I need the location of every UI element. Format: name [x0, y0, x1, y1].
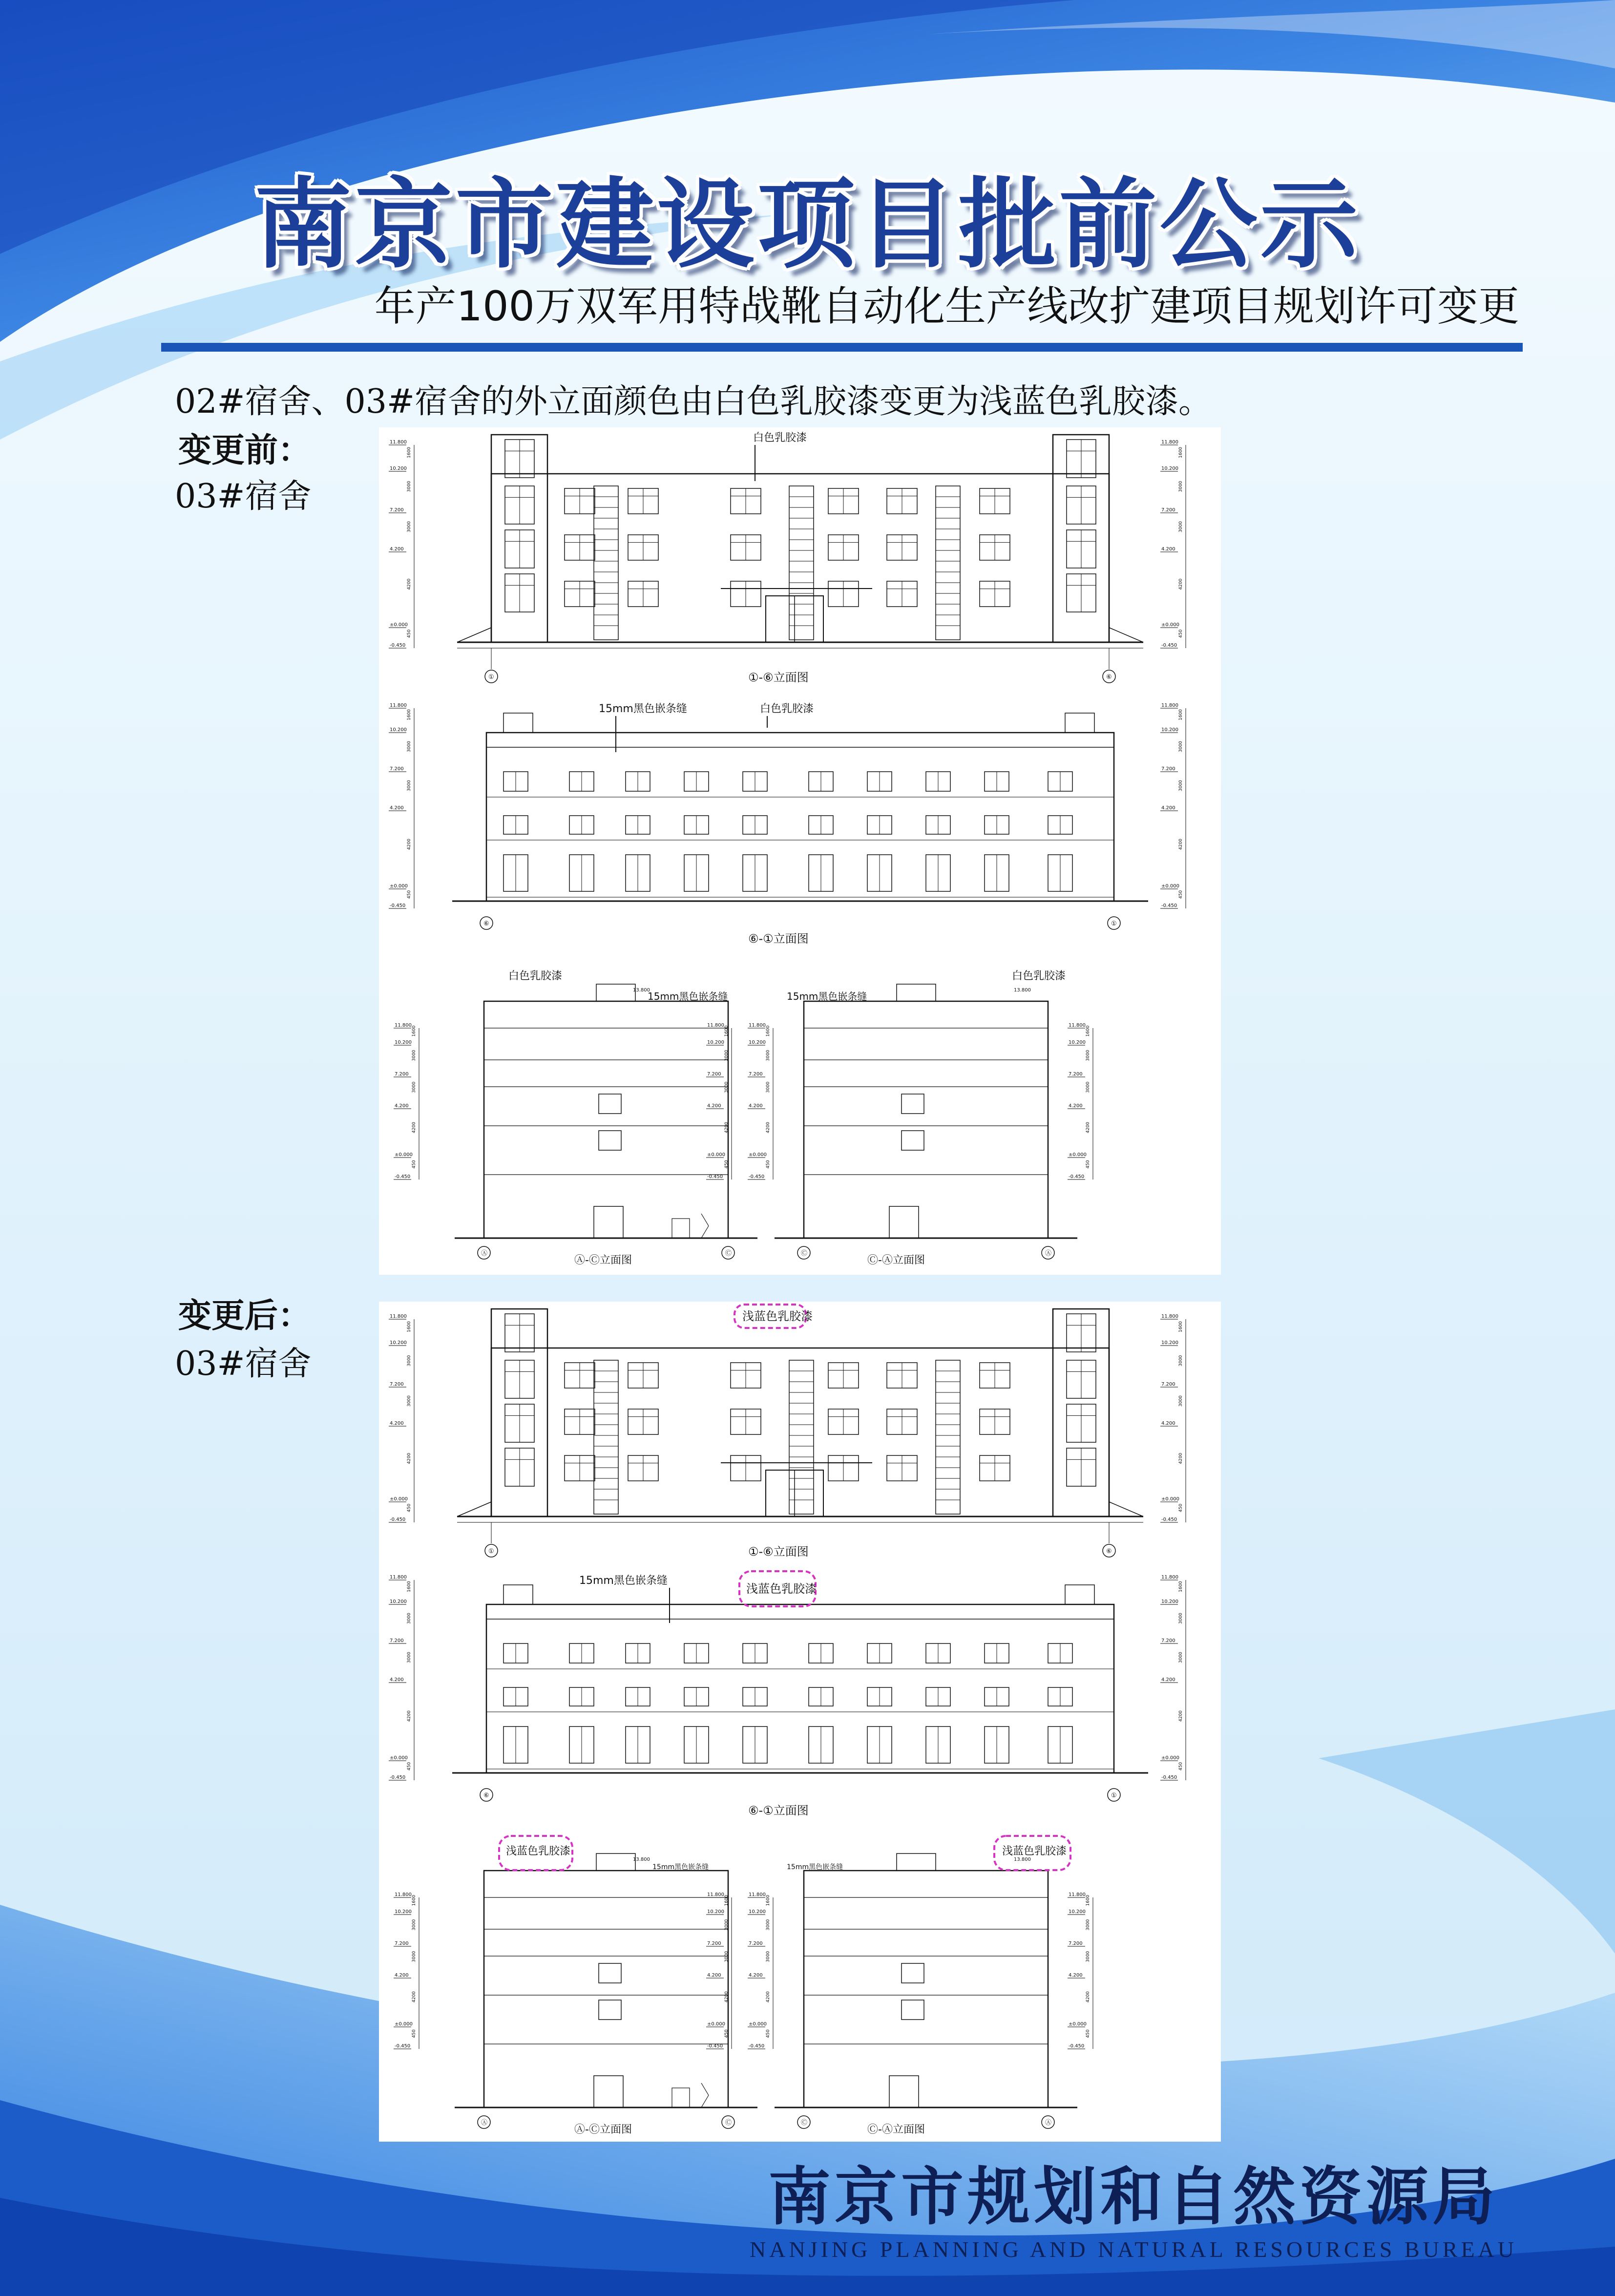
svg-text:3000: 3000: [407, 1355, 412, 1367]
svg-text:1600: 1600: [724, 1895, 729, 1906]
svg-text:11.800: 11.800: [749, 1023, 766, 1028]
svg-text:4.200: 4.200: [749, 1973, 763, 1978]
back-title: ⑥-①立面图: [748, 932, 809, 946]
svg-text:±0.000: ±0.000: [1069, 2022, 1087, 2027]
svg-text:±0.000: ±0.000: [707, 1152, 726, 1158]
svg-text:11.800: 11.800: [1161, 440, 1178, 445]
paint-label: 浅蓝色乳胶漆: [742, 1309, 813, 1323]
svg-text:11.800: 11.800: [1161, 1575, 1178, 1580]
svg-text:4200: 4200: [1178, 839, 1183, 850]
svg-text:4200: 4200: [724, 1991, 729, 2002]
svg-text:1600: 1600: [1086, 1025, 1091, 1037]
svg-text:①: ①: [488, 674, 494, 681]
before-building: 03#宿舍: [175, 477, 312, 516]
svg-text:450: 450: [407, 890, 412, 899]
joint-label: 15mm黑色嵌条缝: [648, 990, 728, 1002]
svg-text:13.800: 13.800: [633, 988, 650, 993]
svg-text:4200: 4200: [412, 1122, 417, 1133]
svg-text:1600: 1600: [407, 1321, 412, 1332]
joint-label: 15mm黑色嵌条缝: [652, 1863, 709, 1871]
svg-text:4.200: 4.200: [1161, 547, 1175, 552]
svg-text:3000: 3000: [1086, 1951, 1091, 1962]
paint-label: 浅蓝色乳胶漆: [746, 1582, 817, 1596]
svg-text:11.800: 11.800: [707, 1892, 724, 1897]
svg-text:1600: 1600: [1178, 709, 1183, 720]
svg-text:10.200: 10.200: [749, 1909, 766, 1915]
svg-text:3000: 3000: [724, 1050, 729, 1061]
svg-text:4.200: 4.200: [390, 1677, 404, 1683]
svg-text:3000: 3000: [1178, 1613, 1183, 1624]
svg-text:Ⓒ: Ⓒ: [801, 1250, 808, 1257]
svg-text:10.200: 10.200: [1161, 727, 1178, 733]
side-elevation-ca-before: [706, 970, 1093, 1266]
change-description: 02#宿舍、03#宿舍的外立面颜色由白色乳胶漆变更为浅蓝色乳胶漆。: [175, 382, 1212, 421]
svg-text:11.800: 11.800: [749, 1892, 766, 1897]
svg-text:450: 450: [412, 1160, 417, 1169]
svg-text:-0.450: -0.450: [1161, 903, 1177, 908]
svg-text:-0.450: -0.450: [1161, 643, 1177, 648]
svg-text:7.200: 7.200: [390, 507, 404, 513]
svg-text:3000: 3000: [724, 1951, 729, 1962]
svg-text:3000: 3000: [412, 1081, 417, 1093]
svg-text:7.200: 7.200: [390, 1638, 404, 1643]
paint-label: 白色乳胶漆: [1012, 970, 1066, 982]
svg-text:3000: 3000: [407, 481, 412, 492]
svg-text:10.200: 10.200: [749, 1040, 766, 1045]
svg-text:-0.450: -0.450: [395, 2043, 411, 2049]
svg-text:4.200: 4.200: [707, 1103, 721, 1109]
svg-text:4.200: 4.200: [1161, 1677, 1175, 1683]
svg-text:4200: 4200: [407, 578, 412, 590]
svg-text:3000: 3000: [1178, 521, 1183, 532]
svg-text:1600: 1600: [1086, 1895, 1091, 1906]
svg-text:450: 450: [1178, 629, 1183, 638]
svg-text:4.200: 4.200: [395, 1103, 409, 1109]
svg-text:450: 450: [766, 1160, 771, 1169]
svg-text:3000: 3000: [1086, 1050, 1091, 1061]
svg-text:10.200: 10.200: [707, 1040, 724, 1045]
svg-text:3000: 3000: [766, 1951, 771, 1962]
svg-text:3000: 3000: [766, 1050, 771, 1061]
svg-text:±0.000: ±0.000: [1161, 884, 1180, 889]
svg-text:3000: 3000: [1086, 1919, 1091, 1931]
svg-text:7.200: 7.200: [395, 1941, 409, 1946]
svg-text:11.800: 11.800: [707, 1023, 724, 1028]
svg-text:Ⓐ: Ⓐ: [481, 2119, 488, 2127]
svg-text:3000: 3000: [407, 521, 412, 532]
svg-text:4.200: 4.200: [390, 547, 404, 552]
paint-label: 浅蓝色乳胶漆: [1002, 1845, 1067, 1857]
side-title-ca: Ⓒ-Ⓐ立面图: [867, 2124, 925, 2136]
svg-text:11.800: 11.800: [395, 1892, 412, 1897]
side-elevation-ca-after: [706, 1836, 1093, 2136]
svg-text:10.200: 10.200: [1069, 1909, 1086, 1915]
svg-text:4200: 4200: [407, 839, 412, 850]
svg-text:7.200: 7.200: [1161, 766, 1175, 772]
svg-text:3000: 3000: [1178, 481, 1183, 492]
svg-text:450: 450: [766, 2029, 771, 2038]
svg-text:⑥: ⑥: [1106, 674, 1112, 681]
svg-text:±0.000: ±0.000: [395, 2022, 413, 2027]
svg-text:3000: 3000: [407, 1652, 412, 1663]
svg-text:±0.000: ±0.000: [749, 2022, 767, 2027]
svg-text:11.800: 11.800: [390, 1575, 407, 1580]
front-title: ①-⑥立面图: [748, 1545, 809, 1559]
svg-text:1600: 1600: [766, 1895, 771, 1906]
after-label: 变更后：: [178, 1296, 312, 1335]
svg-text:3000: 3000: [1178, 780, 1183, 791]
svg-text:Ⓒ: Ⓒ: [725, 1250, 732, 1257]
svg-text:3000: 3000: [1086, 1081, 1091, 1093]
svg-text:11.800: 11.800: [1161, 1314, 1178, 1319]
svg-text:Ⓐ: Ⓐ: [1045, 1250, 1052, 1257]
svg-text:7.200: 7.200: [1069, 1072, 1083, 1077]
svg-text:3000: 3000: [1178, 1355, 1183, 1367]
svg-text:1600: 1600: [1178, 1321, 1183, 1332]
svg-text:450: 450: [1086, 1160, 1091, 1169]
svg-text:3000: 3000: [766, 1919, 771, 1931]
svg-text:7.200: 7.200: [395, 1072, 409, 1077]
svg-text:7.200: 7.200: [749, 1941, 763, 1946]
paint-label: 白色乳胶漆: [508, 970, 563, 982]
svg-text:1600: 1600: [407, 1581, 412, 1592]
svg-text:3000: 3000: [407, 1613, 412, 1624]
svg-text:3000: 3000: [766, 1081, 771, 1093]
svg-text:11.800: 11.800: [390, 1314, 407, 1319]
svg-text:10.200: 10.200: [1161, 466, 1178, 471]
svg-text:4.200: 4.200: [1069, 1973, 1083, 1978]
svg-text:±0.000: ±0.000: [395, 1152, 413, 1158]
title-divider: [161, 343, 1523, 352]
paint-label: 白色乳胶漆: [760, 703, 814, 715]
svg-text:Ⓐ: Ⓐ: [481, 1250, 488, 1257]
svg-text:10.200: 10.200: [395, 1040, 412, 1045]
svg-text:1600: 1600: [1178, 1581, 1183, 1592]
front-elevation-after: [389, 1305, 1186, 1559]
svg-text:4200: 4200: [1178, 1453, 1183, 1464]
svg-text:4200: 4200: [407, 1710, 412, 1722]
svg-text:①: ①: [1111, 920, 1117, 927]
svg-text:1600: 1600: [412, 1025, 417, 1037]
project-subtitle: 年产100万双军用特战靴自动化生产线改扩建项目规划许可变更: [374, 282, 1519, 330]
svg-text:7.200: 7.200: [390, 1382, 404, 1387]
svg-text:-0.450: -0.450: [390, 643, 406, 648]
svg-text:11.800: 11.800: [390, 440, 407, 445]
svg-text:1600: 1600: [1178, 447, 1183, 458]
svg-text:3000: 3000: [1178, 1395, 1183, 1407]
svg-text:10.200: 10.200: [390, 727, 407, 733]
svg-text:3000: 3000: [724, 1081, 729, 1093]
svg-text:1600: 1600: [724, 1025, 729, 1037]
svg-text:4.200: 4.200: [390, 805, 404, 811]
svg-text:Ⓒ: Ⓒ: [725, 2119, 732, 2127]
svg-text:±0.000: ±0.000: [707, 2022, 726, 2027]
svg-text:4200: 4200: [1178, 1710, 1183, 1722]
svg-text:-0.450: -0.450: [707, 1174, 723, 1180]
svg-text:11.800: 11.800: [1069, 1892, 1086, 1897]
svg-text:4200: 4200: [1086, 1122, 1091, 1133]
svg-text:-0.450: -0.450: [749, 1174, 765, 1180]
svg-text:-0.450: -0.450: [390, 1775, 406, 1780]
svg-text:±0.000: ±0.000: [1161, 1496, 1180, 1502]
svg-text:-0.450: -0.450: [390, 903, 406, 908]
svg-text:3000: 3000: [724, 1919, 729, 1931]
svg-text:4200: 4200: [1178, 578, 1183, 590]
svg-text:7.200: 7.200: [1069, 1941, 1083, 1946]
svg-text:±0.000: ±0.000: [1161, 622, 1180, 628]
svg-text:±0.000: ±0.000: [390, 1496, 408, 1502]
svg-text:10.200: 10.200: [707, 1909, 724, 1915]
back-elevation-after: [389, 1571, 1186, 1817]
svg-text:3000: 3000: [1178, 741, 1183, 752]
svg-text:13.800: 13.800: [633, 1857, 650, 1862]
joint-label: 15mm黑色嵌条缝: [787, 1863, 843, 1871]
svg-text:3000: 3000: [407, 741, 412, 752]
svg-text:①: ①: [1111, 1792, 1117, 1799]
svg-text:450: 450: [412, 2029, 417, 2038]
svg-text:3000: 3000: [407, 780, 412, 791]
svg-text:1600: 1600: [407, 447, 412, 458]
svg-text:450: 450: [407, 629, 412, 638]
svg-text:450: 450: [1178, 890, 1183, 899]
svg-text:11.800: 11.800: [395, 1023, 412, 1028]
joint-label: 15mm黑色嵌条缝: [787, 990, 867, 1002]
svg-text:4.200: 4.200: [1069, 1103, 1083, 1109]
svg-text:1600: 1600: [412, 1895, 417, 1906]
svg-text:1600: 1600: [407, 709, 412, 720]
svg-text:11.800: 11.800: [1161, 703, 1178, 708]
svg-text:-0.450: -0.450: [390, 1517, 406, 1522]
back-title: ⑥-①立面图: [748, 1804, 809, 1817]
front-elevation-before: [389, 432, 1186, 684]
svg-text:7.200: 7.200: [1161, 1382, 1175, 1387]
svg-text:±0.000: ±0.000: [390, 1755, 408, 1761]
svg-text:10.200: 10.200: [1161, 1599, 1178, 1604]
svg-text:7.200: 7.200: [707, 1941, 721, 1946]
svg-text:⑥: ⑥: [483, 920, 489, 927]
svg-text:7.200: 7.200: [749, 1072, 763, 1077]
svg-text:450: 450: [724, 1160, 729, 1169]
svg-text:4200: 4200: [766, 1991, 771, 2002]
svg-text:7.200: 7.200: [707, 1072, 721, 1077]
svg-text:4200: 4200: [407, 1453, 412, 1464]
before-drawing-panel: [379, 427, 1221, 1275]
svg-text:-0.450: -0.450: [1161, 1775, 1177, 1780]
side-title-ac: Ⓐ-Ⓒ立面图: [574, 2124, 632, 2136]
svg-text:4200: 4200: [766, 1122, 771, 1133]
svg-text:3000: 3000: [412, 1951, 417, 1962]
paint-label: 浅蓝色乳胶漆: [506, 1845, 571, 1857]
svg-text:4200: 4200: [724, 1122, 729, 1133]
svg-text:3000: 3000: [412, 1050, 417, 1061]
svg-text:4200: 4200: [1086, 1991, 1091, 2002]
svg-text:3000: 3000: [412, 1919, 417, 1931]
svg-text:-0.450: -0.450: [1161, 1517, 1177, 1522]
svg-text:4.200: 4.200: [390, 1421, 404, 1426]
after-building: 03#宿舍: [175, 1345, 312, 1383]
svg-text:450: 450: [1178, 1503, 1183, 1512]
svg-text:±0.000: ±0.000: [1161, 1755, 1180, 1761]
svg-text:450: 450: [407, 1762, 412, 1770]
svg-text:450: 450: [1178, 1762, 1183, 1770]
svg-text:①: ①: [488, 1548, 494, 1555]
side-title-ca: Ⓒ-Ⓐ立面图: [867, 1254, 925, 1266]
svg-text:3000: 3000: [407, 1395, 412, 1407]
svg-text:450: 450: [724, 2029, 729, 2038]
svg-text:-0.450: -0.450: [1069, 2043, 1085, 2049]
svg-text:⑥: ⑥: [483, 1792, 489, 1799]
footer-bureau: [750, 2147, 1517, 2262]
svg-text:3000: 3000: [1178, 1652, 1183, 1663]
svg-text:4.200: 4.200: [1161, 1421, 1175, 1426]
svg-text:7.200: 7.200: [390, 766, 404, 772]
svg-text:4.200: 4.200: [395, 1973, 409, 1978]
side-elevation-ac-before: [394, 970, 773, 1266]
svg-text:-0.450: -0.450: [749, 2043, 765, 2049]
svg-text:10.200: 10.200: [1069, 1040, 1086, 1045]
svg-text:10.200: 10.200: [1161, 1340, 1178, 1346]
page-title: 南京市建设项目批前公示: [254, 167, 1361, 282]
joint-label: 15mm黑色嵌条缝: [599, 703, 687, 715]
svg-text:10.200: 10.200: [395, 1909, 412, 1915]
bureau-name-cn: 南京市规划和自然资源局: [768, 2160, 1499, 2233]
svg-text:13.800: 13.800: [1014, 1857, 1031, 1862]
svg-text:4200: 4200: [412, 1991, 417, 2002]
svg-text:10.200: 10.200: [390, 1599, 407, 1604]
svg-text:450: 450: [407, 1503, 412, 1512]
svg-text:10.200: 10.200: [390, 1340, 407, 1346]
svg-text:-0.450: -0.450: [1069, 1174, 1085, 1180]
svg-text:10.200: 10.200: [390, 466, 407, 471]
svg-text:11.800: 11.800: [1069, 1023, 1086, 1028]
svg-text:-0.450: -0.450: [395, 1174, 411, 1180]
front-title: ①-⑥立面图: [748, 671, 809, 684]
before-label: 变更前：: [178, 431, 312, 470]
svg-text:7.200: 7.200: [1161, 507, 1175, 513]
svg-text:4.200: 4.200: [749, 1103, 763, 1109]
svg-text:450: 450: [1086, 2029, 1091, 2038]
back-elevation-before: [389, 703, 1186, 946]
svg-text:±0.000: ±0.000: [749, 1152, 767, 1158]
svg-text:4.200: 4.200: [1161, 805, 1175, 811]
bureau-name-en: NANJING PLANNING AND NATURAL RESOURCES BUREAU: [750, 2237, 1517, 2262]
svg-text:±0.000: ±0.000: [1069, 1152, 1087, 1158]
paint-label: 白色乳胶漆: [753, 432, 807, 444]
svg-text:4.200: 4.200: [707, 1973, 721, 1978]
svg-text:±0.000: ±0.000: [390, 622, 408, 628]
side-title-ac: Ⓐ-Ⓒ立面图: [574, 1254, 632, 1266]
svg-text:±0.000: ±0.000: [390, 884, 408, 889]
svg-text:⑥: ⑥: [1106, 1548, 1112, 1555]
svg-text:7.200: 7.200: [1161, 1638, 1175, 1643]
svg-text:11.800: 11.800: [390, 703, 407, 708]
side-elevation-ac-after: [394, 1836, 773, 2136]
svg-text:13.800: 13.800: [1014, 988, 1031, 993]
svg-text:1600: 1600: [766, 1025, 771, 1037]
svg-text:Ⓐ: Ⓐ: [1045, 2119, 1052, 2127]
after-drawing-panel: [379, 1302, 1221, 2142]
svg-text:Ⓒ: Ⓒ: [801, 2119, 808, 2127]
svg-text:-0.450: -0.450: [707, 2043, 723, 2049]
joint-label: 15mm黑色嵌条缝: [579, 1575, 668, 1587]
